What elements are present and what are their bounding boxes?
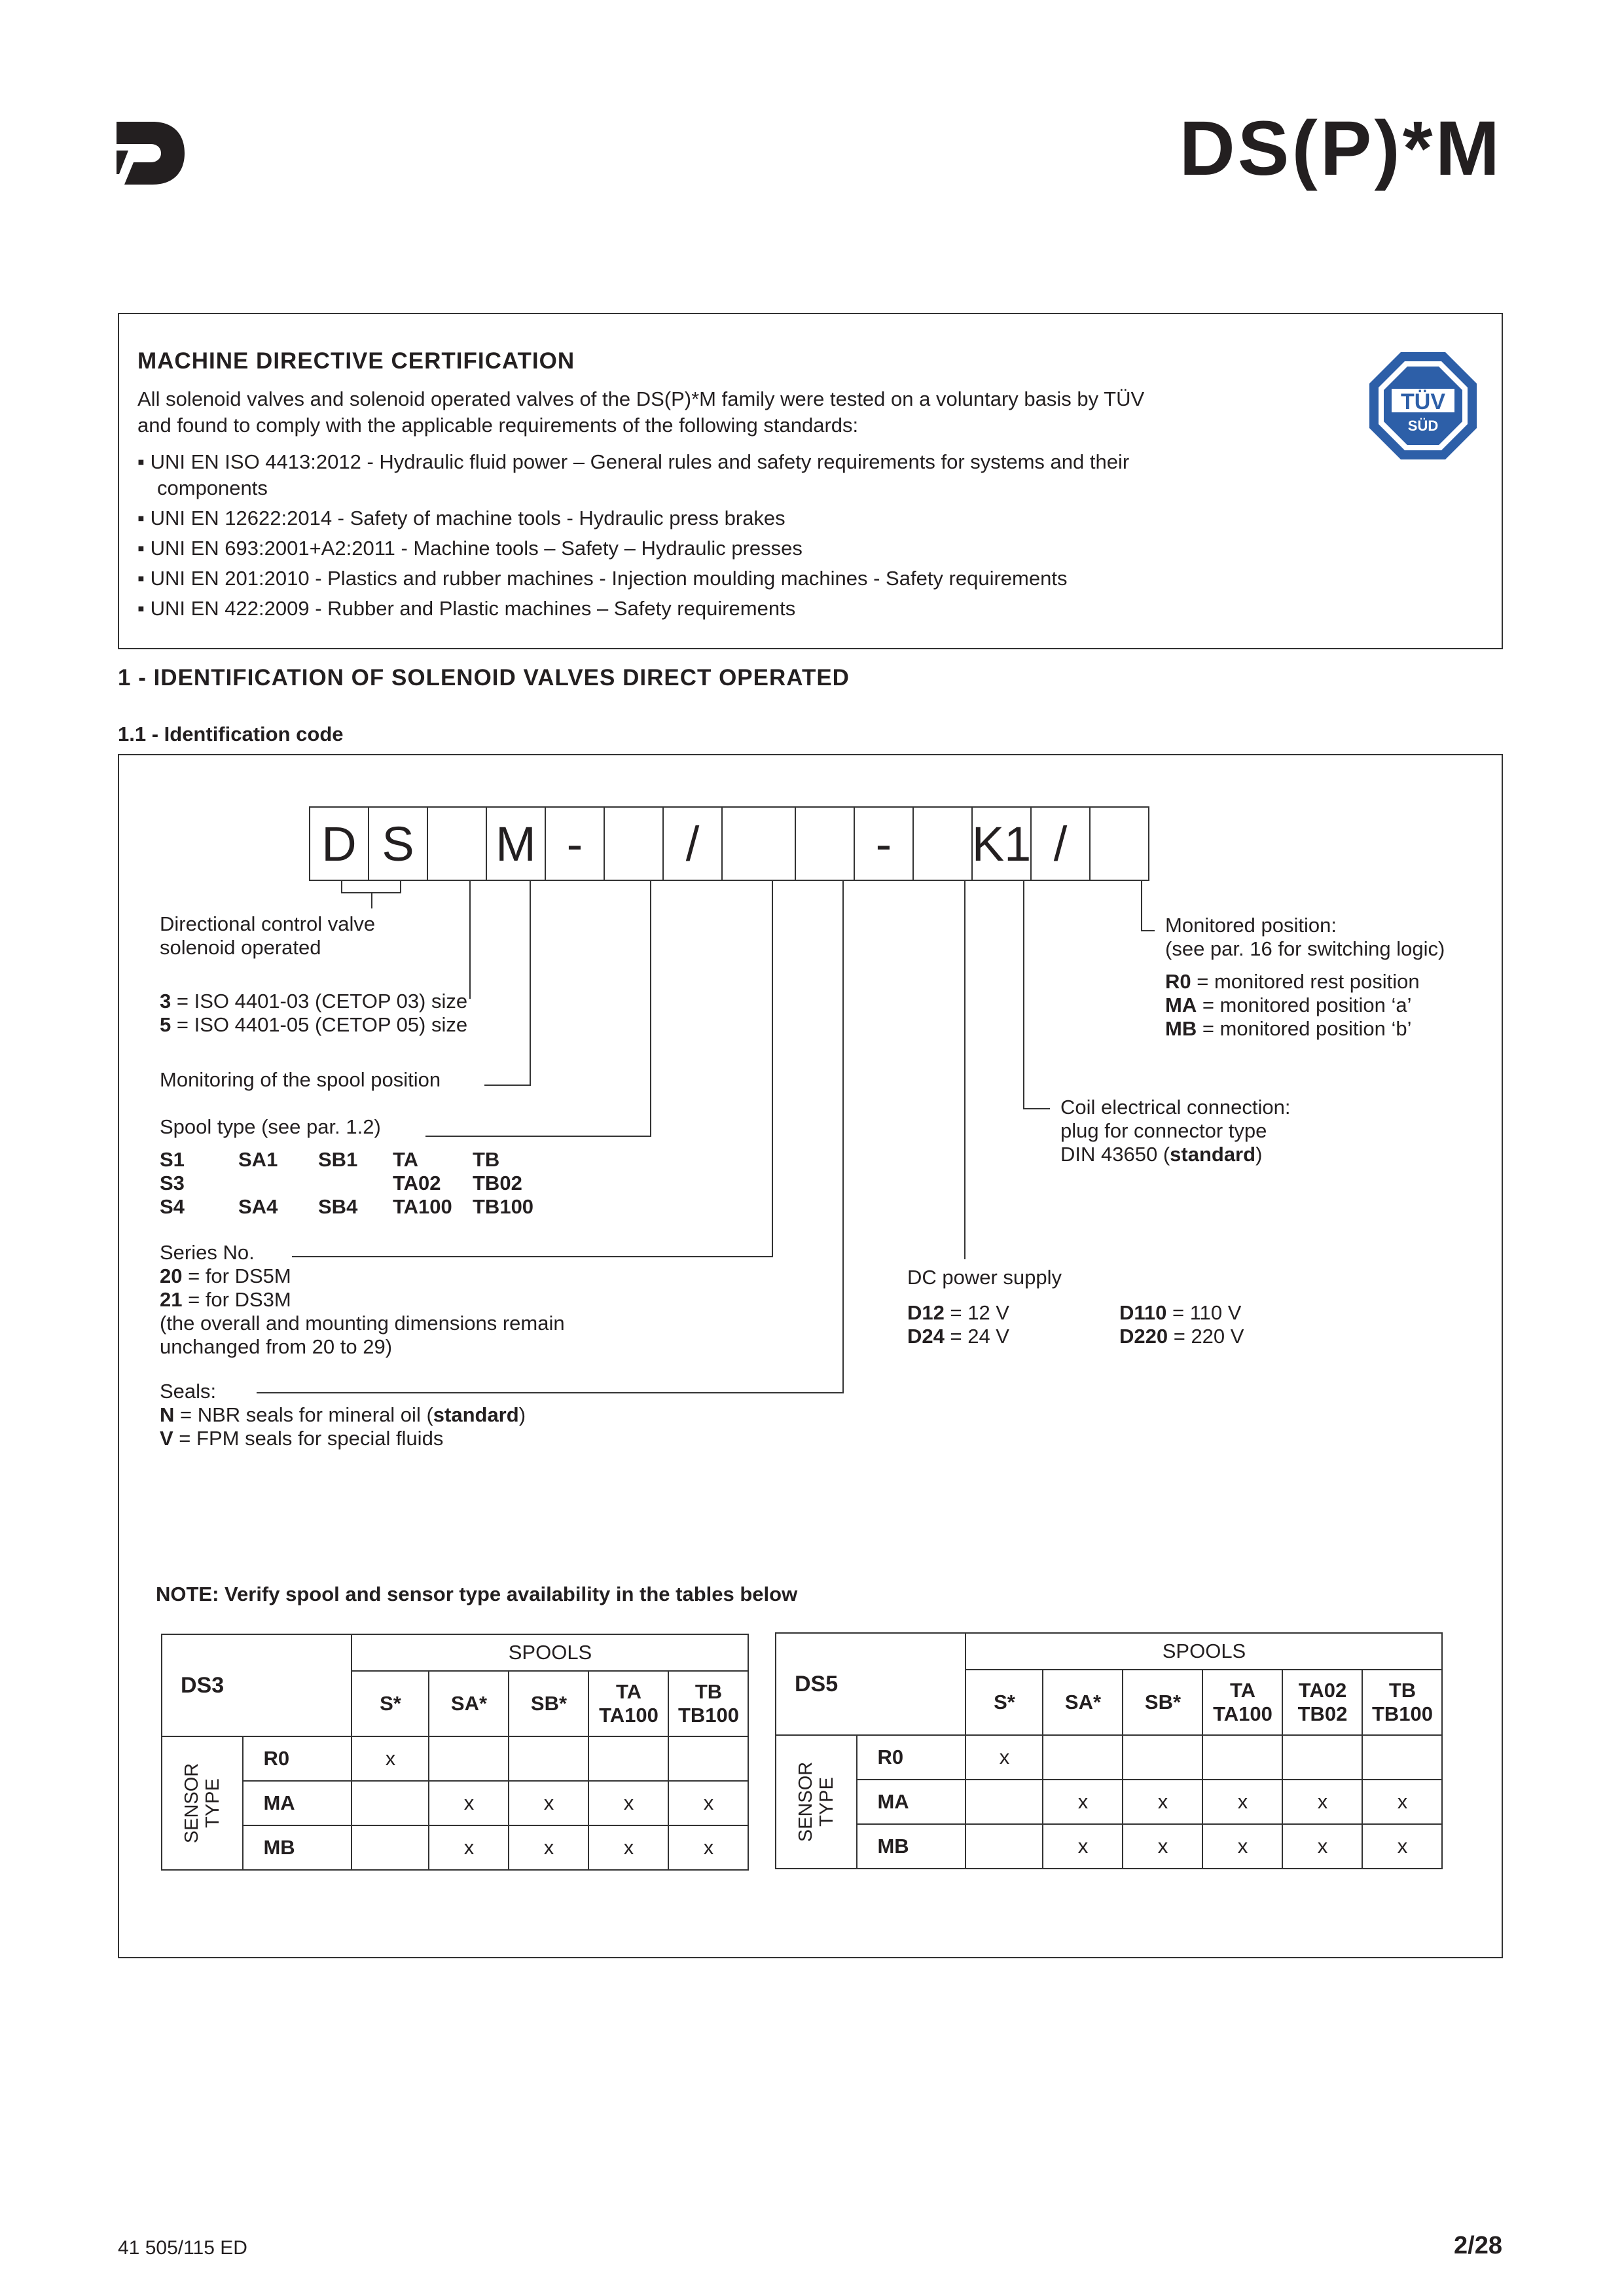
certification-intro-line-2: and found to comply with the applicable requirements of the following standards: <box>137 414 859 437</box>
table-cell <box>352 1825 429 1870</box>
label-dc-supply: DC power supply <box>907 1266 1062 1289</box>
table-cell: x <box>1362 1824 1442 1869</box>
table-cell: x <box>1282 1780 1362 1824</box>
label-r0: R0 = monitored rest position <box>1165 970 1420 993</box>
label-directional-line-1: Directional control valve <box>160 912 376 935</box>
label-coil-3: DIN 43650 (standard) <box>1060 1143 1263 1166</box>
table-cell: x <box>588 1825 668 1870</box>
label-coil-1: Coil electrical connection: <box>1060 1096 1291 1119</box>
label-directional-line-2: solenoid operated <box>160 936 321 959</box>
table-cell: x <box>509 1781 588 1825</box>
table-cell: x <box>429 1781 509 1825</box>
column-header: S* <box>965 1670 1043 1735</box>
certification-intro-line-1: All solenoid valves and solenoid operated valves of the DS(P)*M family were tested on a voluntary basis by TÜV <box>137 387 1145 410</box>
document-title: DS(P)*M <box>1179 105 1502 192</box>
column-header: SA* <box>1043 1670 1123 1735</box>
row-label: MA <box>243 1781 352 1825</box>
label-series-21: 21 = for DS3M <box>160 1288 291 1311</box>
column-header: TB TB100 <box>1362 1670 1442 1735</box>
table-cell <box>1123 1735 1202 1780</box>
label-seal-v: V = FPM seals for special fluids <box>160 1427 444 1450</box>
spools-header: SPOOLS <box>352 1634 748 1671</box>
label-seals: Seals: <box>160 1380 217 1403</box>
code-cell: - <box>545 806 605 881</box>
availability-note: NOTE: Verify spool and sensor type availability in the tables below <box>156 1583 798 1605</box>
label-monitored-note: (see par. 16 for switching logic) <box>1165 937 1445 960</box>
standard-item: ▪ UNI EN 201:2010 - Plastics and rubber machines - Injection moulding machines - Safety requirements <box>137 567 1068 590</box>
label-series-note-1: (the overall and mounting dimensions remain <box>160 1312 565 1335</box>
row-label: R0 <box>243 1736 352 1781</box>
sensor-type-label: SENSOR TYPE <box>162 1736 243 1870</box>
standard-item: ▪ UNI EN ISO 4413:2012 - Hydraulic fluid power – General rules and safety requirements for systems and their <box>137 450 1130 473</box>
table-name: DS5 <box>776 1633 965 1735</box>
table-cell <box>1282 1735 1362 1780</box>
table-cell: x <box>352 1736 429 1781</box>
ds3-availability-table <box>161 1634 749 1871</box>
label-seal-n: N = NBR seals for mineral oil (standard) <box>160 1403 526 1426</box>
svg-text:SÜD: SÜD <box>1407 418 1439 434</box>
table-cell: x <box>429 1825 509 1870</box>
column-header: SB* <box>509 1671 588 1736</box>
certification-title: MACHINE DIRECTIVE CERTIFICATION <box>137 348 575 374</box>
row-label: MB <box>857 1824 965 1869</box>
label-coil-2: plug for connector type <box>1060 1119 1267 1142</box>
column-header: TA TA100 <box>1202 1670 1282 1735</box>
column-header: S* <box>352 1671 429 1736</box>
page-number: 2/28 <box>1454 2232 1502 2259</box>
table-cell <box>1043 1735 1123 1780</box>
table-cell <box>1362 1735 1442 1780</box>
label-series: Series No. <box>160 1241 255 1264</box>
label-d24: D24 = 24 V <box>907 1325 1009 1348</box>
code-cell: / <box>662 806 723 881</box>
label-monitoring: Monitoring of the spool position <box>160 1068 441 1091</box>
label-d12: D12 = 12 V <box>907 1301 1009 1324</box>
table-cell: x <box>588 1781 668 1825</box>
label-spool-type: Spool type (see par. 1.2) <box>160 1115 381 1138</box>
table-cell <box>965 1824 1043 1869</box>
label-size-5: 5 = ISO 4401-05 (CETOP 05) size <box>160 1013 468 1036</box>
label-d110: D110 = 110 V <box>1119 1301 1242 1324</box>
table-cell: x <box>1043 1780 1123 1824</box>
label-size-3: 3 = ISO 4401-03 (CETOP 03) size <box>160 990 468 1013</box>
code-cell: M <box>486 806 546 881</box>
label-d220: D220 = 220 V <box>1119 1325 1244 1348</box>
label-monitored-position: Monitored position: <box>1165 914 1337 937</box>
svg-text:TÜV: TÜV <box>1401 389 1445 414</box>
table-cell <box>429 1736 509 1781</box>
label-ma: MA = monitored position ‘a’ <box>1165 994 1412 1016</box>
table-cell: x <box>668 1781 748 1825</box>
table-cell: x <box>1123 1824 1202 1869</box>
table-cell: x <box>1202 1824 1282 1869</box>
sensor-type-label: SENSOR TYPE <box>776 1735 857 1869</box>
code-cell: D <box>309 806 369 881</box>
code-cell: S <box>368 806 428 881</box>
code-cell: - <box>854 806 914 881</box>
table-cell: x <box>1043 1824 1123 1869</box>
row-label: MA <box>857 1780 965 1824</box>
standard-item: ▪ UNI EN 12622:2014 - Safety of machine tools - Hydraulic press brakes <box>137 507 785 529</box>
column-header: SB* <box>1123 1670 1202 1735</box>
standard-item: ▪ UNI EN 422:2009 - Rubber and Plastic machines – Safety requirements <box>137 597 796 620</box>
table-cell: x <box>1282 1824 1362 1869</box>
row-label: R0 <box>857 1735 965 1780</box>
document-code: 41 505/115 ED <box>118 2237 247 2259</box>
ds5-availability-table <box>775 1632 1443 1869</box>
table-cell: x <box>668 1825 748 1870</box>
column-header: TA TA100 <box>588 1671 668 1736</box>
table-cell: x <box>509 1825 588 1870</box>
table-cell <box>352 1781 429 1825</box>
standard-item: components <box>157 476 268 499</box>
code-cell: / <box>1030 806 1091 881</box>
table-cell: x <box>1202 1780 1282 1824</box>
table-name: DS3 <box>162 1634 352 1736</box>
label-series-note-2: unchanged from 20 to 29) <box>160 1335 393 1358</box>
table-cell <box>588 1736 668 1781</box>
table-cell <box>965 1780 1043 1824</box>
standard-item: ▪ UNI EN 693:2001+A2:2011 - Machine tools – Safety – Hydraulic presses <box>137 537 803 560</box>
table-cell: x <box>965 1735 1043 1780</box>
row-label: MB <box>243 1825 352 1870</box>
column-header: TA02 TB02 <box>1282 1670 1362 1735</box>
table-cell <box>1202 1735 1282 1780</box>
table-cell <box>509 1736 588 1781</box>
column-header: TB TB100 <box>668 1671 748 1736</box>
spools-header: SPOOLS <box>965 1633 1442 1670</box>
column-header: SA* <box>429 1671 509 1736</box>
section-subtitle: 1.1 - Identification code <box>118 723 344 745</box>
code-cell: K1 <box>971 806 1032 881</box>
table-cell: x <box>1123 1780 1202 1824</box>
label-mb: MB = monitored position ‘b’ <box>1165 1017 1412 1040</box>
label-series-20: 20 = for DS5M <box>160 1265 291 1287</box>
table-cell: x <box>1362 1780 1442 1824</box>
table-cell <box>668 1736 748 1781</box>
section-title: 1 - IDENTIFICATION OF SOLENOID VALVES DIRECT OPERATED <box>118 665 850 691</box>
